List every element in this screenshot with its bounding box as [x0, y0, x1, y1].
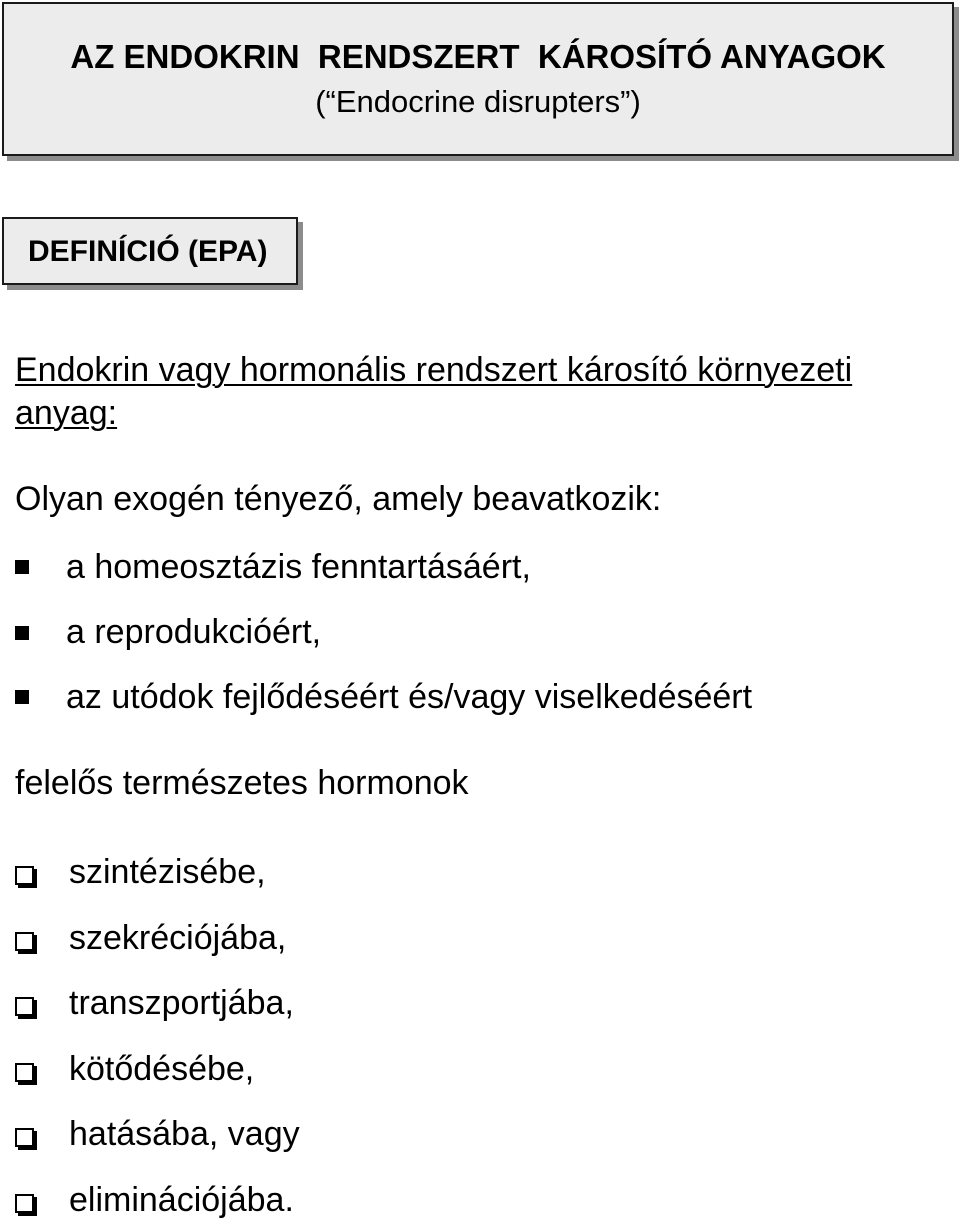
checkbox-bullet-icon [15, 1128, 34, 1147]
checkbox-bullet-icon [15, 1194, 34, 1213]
definition-label: DEFINÍCIÓ (EPA) [28, 235, 268, 268]
bullet-item: az utódok fejlődéséért és/vagy viselkedéséért [66, 678, 753, 716]
intro-text: Olyan exogén tényező, amely beavatkozik: [15, 480, 662, 518]
checkbox-bullet-icon [15, 866, 34, 885]
checkbox-bullet-icon [15, 932, 34, 951]
checkbox-bullet-icon [15, 997, 34, 1016]
checklist-item: hatásába, vagy [69, 1115, 300, 1153]
page-subtitle: (“Endocrine disrupters”) [315, 84, 641, 119]
definition-heading-line2: anyag: [15, 394, 118, 432]
checklist-item: transzportjába, [69, 984, 294, 1022]
checklist-item: szintézisébe, [69, 853, 266, 891]
page-title: AZ ENDOKRIN RENDSZERT KÁROSÍTÓ ANYAGOK [70, 38, 886, 75]
definition-heading-line1: Endokrin vagy hormonális rendszert károsító környezeti [15, 351, 853, 389]
checklist-item: eliminációjába. [69, 1181, 294, 1219]
checklist-item: szekréciójába, [69, 919, 287, 957]
square-bullet-icon [15, 560, 29, 574]
bullet-item: a homeosztázis fenntartásáért, [66, 548, 531, 586]
definition-box [2, 217, 298, 285]
square-bullet-icon [15, 626, 29, 640]
bullet-item: a reprodukcióért, [66, 613, 322, 651]
title-box [2, 2, 954, 156]
middle-text: felelős természetes hormonok [15, 764, 469, 802]
checklist-item: kötődésébe, [69, 1050, 255, 1088]
checkbox-bullet-icon [15, 1063, 34, 1082]
square-bullet-icon [15, 690, 29, 704]
